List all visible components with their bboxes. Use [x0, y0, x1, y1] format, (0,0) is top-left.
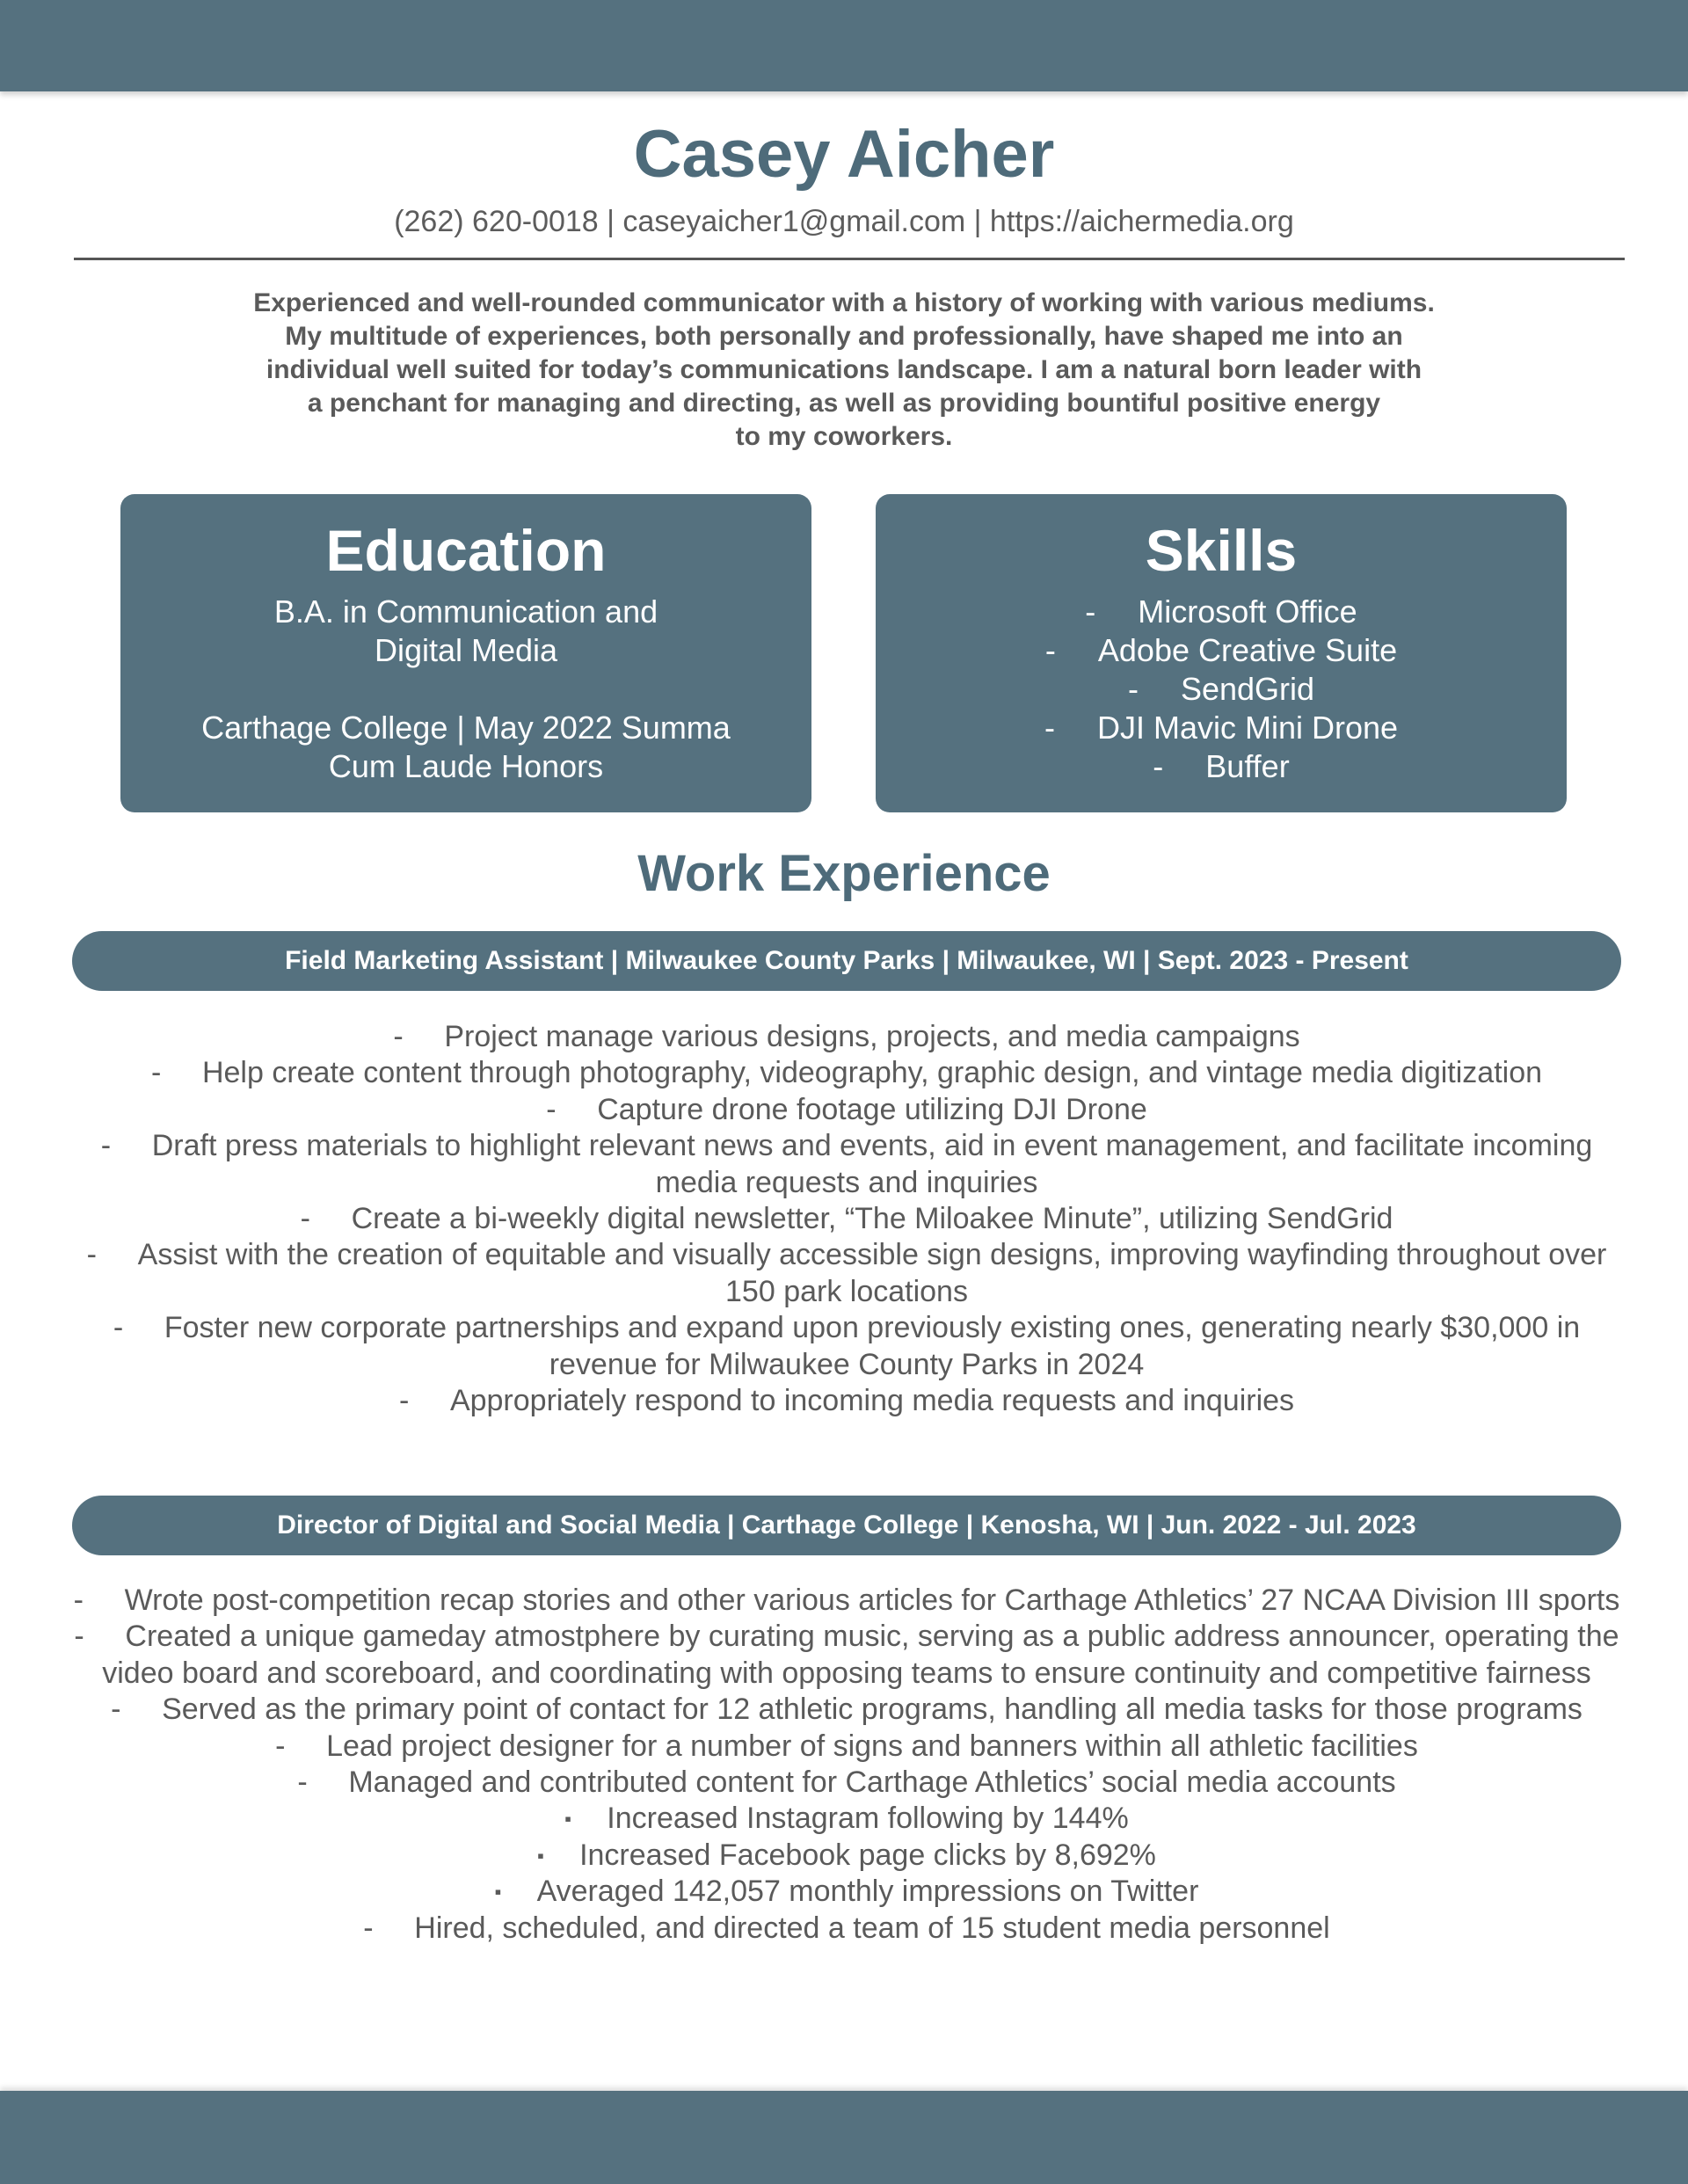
dash-icon: -	[363, 1911, 374, 1945]
square-bullet-icon: ▪	[564, 1808, 572, 1831]
top-banner	[0, 0, 1688, 91]
bullet-item: - Create a bi-weekly digital newsletter, “The Miloakee Minute”, utilizing SendGrid	[72, 1201, 1621, 1237]
dash-icon: -	[1153, 748, 1164, 784]
bullet-item: - Assist with the creation of equitable and visually accessible sign designs, improving wayfinding throughout over 150 park locations	[86, 1238, 1607, 1308]
bullet-item: - Created a unique gameday atmostphere by curating music, serving as a public address announcer, operating the video board and scoreboard, and coordinating with opposing teams to ensure continuity and competitive fairness	[74, 1620, 1619, 1690]
dash-icon: -	[393, 1020, 404, 1053]
contact-info: (262) 620-0018 | caseyaicher1@gmail.com | https://aichermedia.org	[394, 205, 1294, 238]
dash-icon: -	[300, 1202, 310, 1236]
skills-title: Skills	[1145, 518, 1298, 583]
work-experience-title: Work Experience	[637, 845, 1051, 902]
square-bullet-icon: ▪	[537, 1844, 544, 1867]
job-bullets	[72, 1583, 1621, 1947]
bullet-item: - Appropriately respond to incoming media requests and inquiries	[72, 1383, 1621, 1419]
candidate-name: Casey Aicher	[633, 117, 1055, 192]
skill-item	[876, 593, 1567, 631]
dash-icon: -	[546, 1092, 557, 1126]
dash-icon: -	[150, 1056, 162, 1090]
job-header: Field Marketing Assistant | Milwaukee County Parks | Milwaukee, WI | Sept. 2023 - Present	[72, 931, 1621, 991]
summary-line: My multitude of experiences, both personally and professionally, have shaped me into an	[285, 322, 1403, 351]
skill-item	[876, 709, 1567, 747]
bullet-item: - Draft press materials to highlight relevant news and events, aid in event management, and facilitate incoming media requests and inquiries	[100, 1129, 1593, 1199]
bullet-item: - Help create content through photography, videography, graphic design, and vintage media digitization	[72, 1055, 1621, 1091]
dash-icon: -	[73, 1583, 84, 1617]
header-divider	[74, 258, 1625, 260]
school-line: Carthage College | May 2022 Summa	[201, 710, 731, 746]
job-bullets	[72, 1019, 1621, 1419]
sub-bullet-item: ▪ Increased Instagram following by 144%	[72, 1801, 1621, 1837]
skill-item	[876, 631, 1567, 670]
sub-bullet-item: ▪ Increased Facebook page clicks by 8,692%	[72, 1838, 1621, 1874]
dash-icon: -	[86, 1238, 97, 1272]
skill-item	[876, 670, 1567, 709]
degree-line: B.A. in Communication and	[273, 593, 658, 630]
square-bullet-icon: ▪	[494, 1881, 502, 1904]
dash-icon: -	[1044, 710, 1055, 746]
dash-icon: -	[1085, 593, 1096, 630]
job-header: Director of Digital and Social Media | Carthage College | Kenosha, WI | Jun. 2022 - Jul. 2023	[72, 1496, 1621, 1555]
skill-item	[876, 747, 1567, 786]
summary-line: individual well suited for today’s communications landscape. I am a natural born leader with	[266, 355, 1422, 384]
dash-icon: -	[111, 1693, 121, 1727]
skill-label: Buffer	[1205, 748, 1290, 784]
skill-label: Adobe Creative Suite	[1097, 632, 1398, 668]
dash-icon: -	[1127, 671, 1139, 707]
bullet-item: - Managed and contributed content for Carthage Athletics’ social media accounts	[72, 1765, 1621, 1801]
degree-line: Digital Media	[374, 632, 558, 668]
dash-icon: -	[100, 1129, 112, 1163]
bullet-item: - Wrote post-competition recap stories and other various articles for Carthage Athletics’ 27 NCAA Division III sports	[72, 1583, 1621, 1619]
skill-label: Microsoft Office	[1138, 593, 1357, 630]
summary-line: a penchant for managing and directing, as well as providing bountiful positive energy	[307, 389, 1381, 418]
summary-line: Experienced and well-rounded communicator with a history of working with various mediums.	[253, 288, 1435, 317]
bullet-item: - Served as the primary point of contact for 12 athletic programs, handling all media tasks for those programs	[72, 1692, 1621, 1728]
bullet-item: - Lead project designer for a number of signs and banners within all athletic facilities	[72, 1729, 1621, 1765]
education-box	[120, 494, 811, 812]
dash-icon: -	[113, 1311, 124, 1345]
summary-line: to my coworkers.	[735, 422, 953, 451]
dash-icon: -	[275, 1729, 286, 1763]
skill-label: DJI Mavic Mini Drone	[1096, 710, 1399, 746]
summary	[149, 287, 1539, 454]
dash-icon: -	[398, 1384, 410, 1418]
skill-label: SendGrid	[1180, 671, 1315, 707]
dash-icon: -	[74, 1620, 84, 1654]
sub-bullet-item: ▪ Averaged 142,057 monthly impressions on Twitter	[72, 1874, 1621, 1910]
dash-icon: -	[1044, 632, 1056, 668]
bullet-item: - Capture drone footage utilizing DJI Drone	[72, 1092, 1621, 1128]
bullet-item: - Hired, scheduled, and directed a team of 15 student media personnel	[72, 1911, 1621, 1947]
bullet-item: - Foster new corporate partnerships and expand upon previously existing ones, generating nearly $30,000 in revenue for Milwaukee County Parks in 2024	[113, 1311, 1581, 1381]
school-line: Cum Laude Honors	[328, 748, 604, 784]
bullet-item: - Project manage various designs, projects, and media campaigns	[72, 1019, 1621, 1055]
skills-box	[876, 494, 1567, 812]
education-title: Education	[325, 518, 607, 583]
dash-icon: -	[297, 1765, 308, 1800]
bottom-banner	[0, 2091, 1688, 2184]
